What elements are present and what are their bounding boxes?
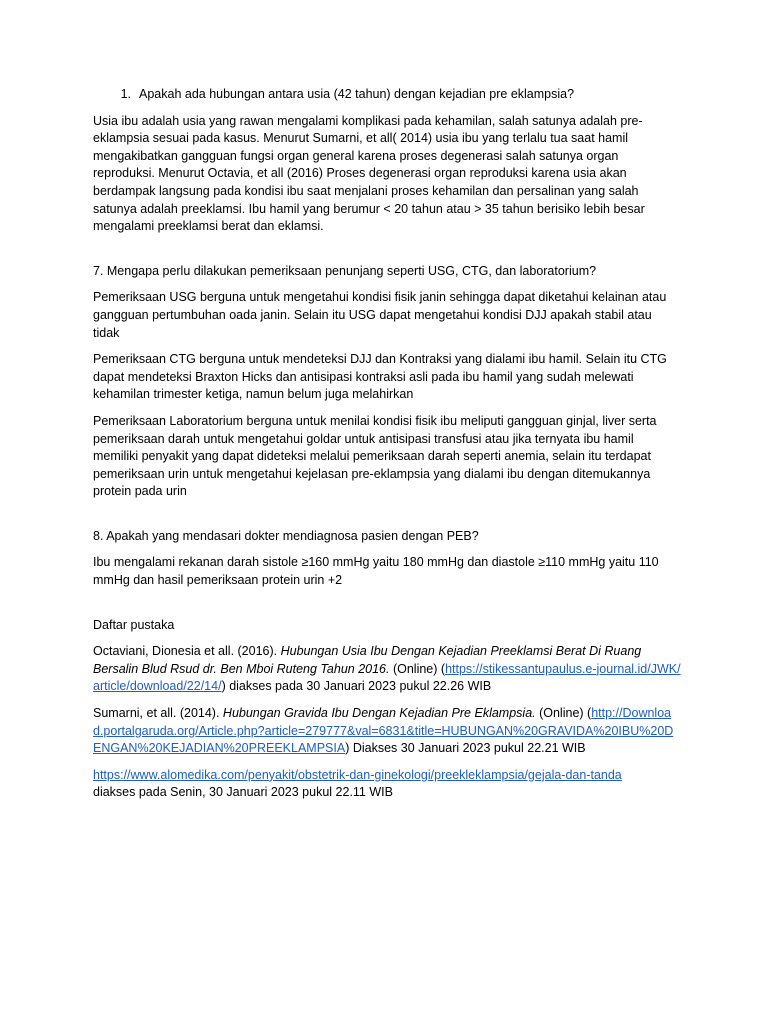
spacer — [93, 599, 681, 617]
reference-2-accessed: ) Diakses 30 Januari 2023 pukul 22.21 WIB — [345, 741, 586, 756]
reference-1-link[interactable]: https://stikessantupaulus.e-journal.id/JWK/article/download/22/14/ — [93, 661, 681, 694]
reference-1-online: (Online) ( — [389, 661, 446, 676]
spacer — [93, 245, 681, 263]
answer-7-lab: Pemeriksaan Laboratorium berguna untuk menilai kondisi fisik ibu meliputi gangguan ginjal, liver serta pemeriksaan darah untuk mengetahui goldar untuk antisipasi transfusi atau jika ternyata ibu hamil memiliki penyakit yang dapat dideteksi melalui pemeriksaan darah seperti anemia, selain itu terdapat pemeriksaan urin untuk mengetahui kejelasan pre-eklampsia yang dialami ibu dengan ditemukannya protein pada urin — [93, 413, 657, 499]
answer-1: Usia ibu adalah usia yang rawan mengalami komplikasi pada kehamilan, salah satunya adalah pre-eklampsia sesuai pada kasus. Menurut Sumarni, et all( 2014) usia ibu yang terlalu tua saat hamil mengakibatkan gangguan fungsi organ general karena proses degenerasi salah satunya organ reproduksi. Menurut Octavia, et all (2016) Proses degenerasi organ reproduksi karena usia akan berdampak langsung pada kondisi ibu saat menjalani proses kehamilan dan persalinan yang salah satunya adalah preeklamsi. Ibu hamil yang berumur < 20 tahun atau > 35 tahun berisiko lebih besar mengalami preeklamsi berat dan eklamsi. — [93, 113, 645, 234]
reference-2-title: Hubungan Gravida Ibu Dengan Kejadian Pre Eklampsia. — [222, 706, 536, 721]
answer-8: Ibu mengalami rekanan darah sistole ≥160 mmHg yaitu 180 mmHg dan diastole ≥110 mmHg yaitu 110 mmHg dan hasil pemeriksaan protein urin +2 — [93, 555, 659, 588]
reference-2-link[interactable]: http://Download.portalgaruda.org/Article.php?article=279777&val=6831&title=HUBUNGAN%20GRAVIDA%20IBU%20DENGAN%20KEJADIAN%20PREEKLAMPSIA — [93, 706, 674, 756]
reference-3-accessed: diakses pada Senin, 30 Januari 2023 pukul 22.11 WIB — [93, 785, 393, 800]
spacer — [93, 510, 681, 528]
list-number: 1. — [120, 87, 131, 101]
document-body — [93, 86, 681, 811]
answer-7-ctg: Pemeriksaan CTG berguna untuk mendeteksi DJJ dan Kontraksi yang dialami ibu hamil. Selain itu CTG dapat mendeteksi Braxton Hicks dan antisipasi kontraksi asli pada ibu hamil yang sudah melewati kehamilan trimester ketiga, namun belum juga melahirkan — [93, 352, 667, 402]
reference-3-link[interactable]: https://www.alomedika.com/penyakit/obstetrik-dan-ginekologi/preekleklampsia/gejala-dan-tanda — [93, 767, 622, 782]
references-heading: Daftar pustaka — [93, 617, 175, 632]
question-8: 8. Apakah yang mendasari dokter mendiagnosa pasien dengan PEB? — [93, 528, 479, 543]
reference-2 — [93, 705, 681, 758]
reference-1-author: Octaviani, Dionesia et all. (2016). — [93, 644, 281, 659]
question-1-text: Apakah ada hubungan antara usia (42 tahun) dengan kejadian pre eklampsia? — [139, 87, 575, 101]
answer-7-usg: Pemeriksaan USG berguna untuk mengetahui kondisi fisik janin sehingga dapat diketahui kelainan atau gangguan pertumbuhan oada janin. Selain itu USG dapat mengetahui kondisi DJJ apakah stabil atau tidak — [93, 290, 667, 340]
reference-1-title: Hubungan Usia Ibu Dengan Kejadian Preeklamsi Berat Di Ruang Bersalin Blud Rsud dr. Ben Mboi Ruteng Tahun 2016. — [93, 644, 642, 676]
reference-1-accessed: ) diakses pada 30 Januari 2023 pukul 22.26 WIB — [221, 679, 492, 694]
question-1 — [93, 86, 681, 104]
reference-2-author: Sumarni, et all. (2014). — [93, 706, 223, 721]
question-7: 7. Mengapa perlu dilakukan pemeriksaan penunjang seperti USG, CTG, dan laboratorium? — [93, 263, 597, 278]
reference-2-online: (Online) ( — [535, 706, 592, 721]
reference-1 — [93, 643, 681, 696]
reference-3 — [93, 767, 681, 802]
